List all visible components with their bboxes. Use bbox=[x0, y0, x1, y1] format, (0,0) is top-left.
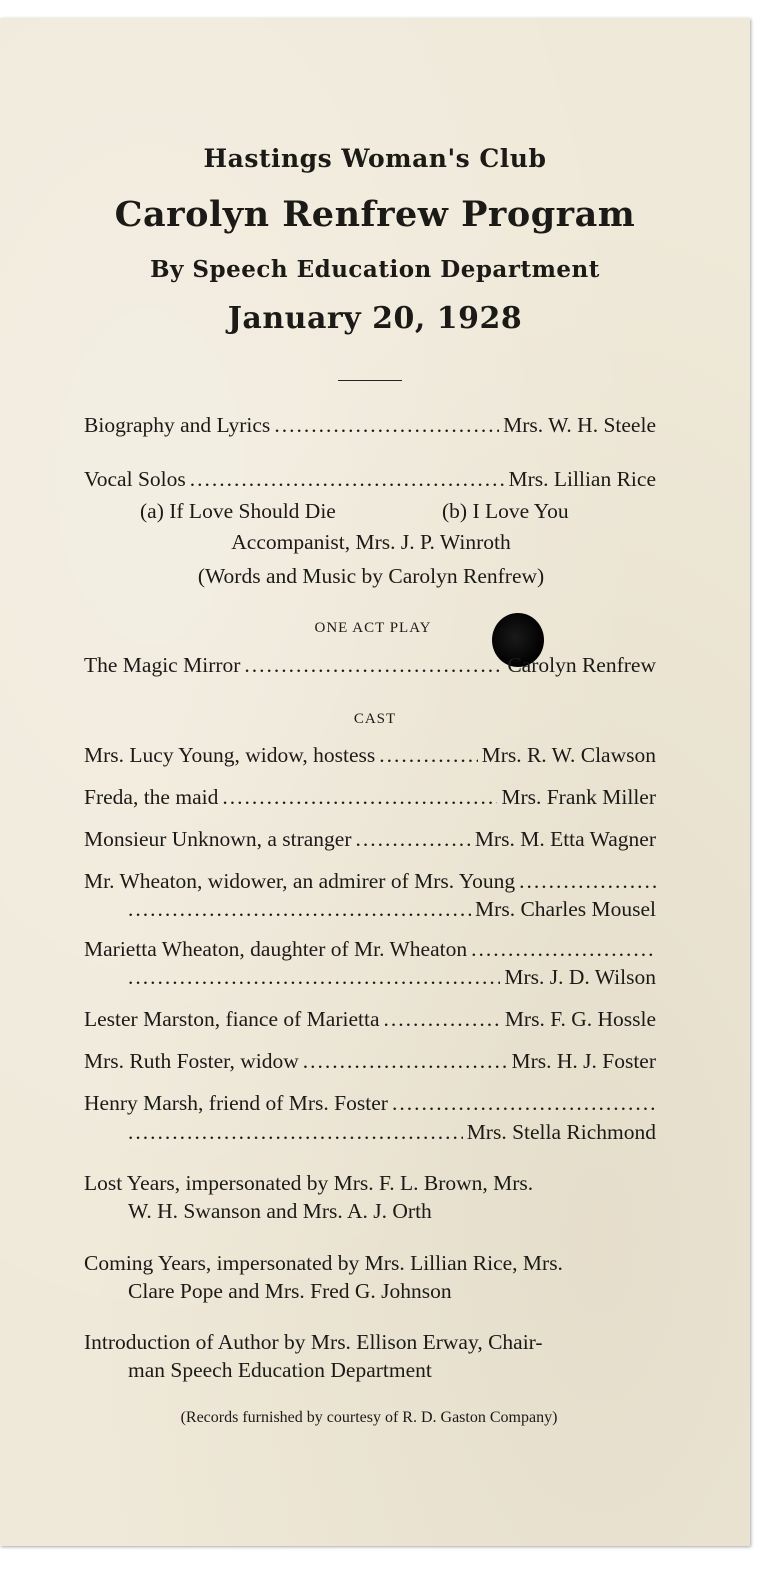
program-item-vocal bbox=[84, 466, 656, 492]
leader-dots bbox=[471, 936, 656, 962]
program-card bbox=[0, 18, 750, 1546]
cast-row bbox=[84, 826, 656, 852]
cast-row-line1 bbox=[84, 1090, 656, 1116]
cast-actor: Mrs. M. Etta Wagner bbox=[474, 827, 656, 851]
cast-actor: Mrs. Frank Miller bbox=[501, 785, 656, 809]
cast-row-line1 bbox=[84, 868, 656, 894]
song-b: (b) I Love You bbox=[442, 499, 569, 523]
cast-row bbox=[84, 742, 656, 768]
cast-actor: Mrs. Charles Mousel bbox=[475, 897, 656, 921]
cast-role: Marietta Wheaton, daughter of Mr. Wheaton bbox=[84, 937, 468, 961]
cast-role: Henry Marsh, friend of Mrs. Foster bbox=[84, 1091, 388, 1115]
title-divider bbox=[338, 380, 402, 381]
one-act-play-heading: ONE ACT PLAY bbox=[314, 620, 432, 636]
program-date: January 20, 1928 bbox=[227, 301, 523, 336]
leader-dots bbox=[222, 784, 497, 810]
club-name: Hastings Woman's Club bbox=[203, 144, 547, 173]
leader-dots bbox=[128, 896, 471, 922]
cast-role: Freda, the maid bbox=[84, 785, 219, 809]
cast-row bbox=[84, 784, 656, 810]
item-label: The Magic Mirror bbox=[84, 653, 241, 677]
cast-actor: Mrs. H. J. Foster bbox=[511, 1049, 656, 1073]
leader-dots bbox=[379, 742, 477, 768]
song-a: (a) If Love Should Die bbox=[140, 499, 336, 523]
cast-row-line1 bbox=[84, 936, 656, 962]
coming-years-line1: Coming Years, impersonated by Mrs. Lillian Rice, Mrs. bbox=[84, 1251, 563, 1275]
lost-years-line2: W. H. Swanson and Mrs. A. J. Orth bbox=[128, 1199, 432, 1223]
leader-dots bbox=[384, 1006, 501, 1032]
leader-dots bbox=[244, 652, 503, 678]
leader-dots bbox=[303, 1048, 508, 1074]
cast-role: Lester Marston, fiance of Marietta bbox=[84, 1007, 380, 1031]
lost-years-line1: Lost Years, impersonated by Mrs. F. L. Brown, Mrs. bbox=[84, 1171, 534, 1195]
item-label: Vocal Solos bbox=[84, 467, 186, 491]
leader-dots bbox=[392, 1090, 656, 1116]
cast-role: Monsieur Unknown, a stranger bbox=[84, 827, 352, 851]
vocal-note: (Words and Music by Carolyn Renfrew) bbox=[197, 564, 545, 588]
leader-dots bbox=[274, 412, 499, 438]
cast-row bbox=[84, 1006, 656, 1032]
program-item-play bbox=[84, 652, 656, 678]
cast-actor: Mrs. R. W. Clawson bbox=[481, 743, 656, 767]
item-label: Biography and Lyrics bbox=[84, 413, 271, 437]
introduction-line1: Introduction of Author by Mrs. Ellison Erway, Chair- bbox=[84, 1330, 543, 1354]
item-author: Carolyn Renfrew bbox=[507, 653, 656, 677]
leader-dots bbox=[128, 964, 500, 990]
cast-row-line2 bbox=[128, 1119, 656, 1145]
cast-actor: Mrs. Stella Richmond bbox=[466, 1120, 656, 1144]
cast-role: Mr. Wheaton, widower, an admirer of Mrs. Young bbox=[84, 869, 516, 893]
leader-dots bbox=[128, 1119, 463, 1145]
introduction-line2: man Speech Education Department bbox=[128, 1358, 432, 1382]
cast-row bbox=[84, 1048, 656, 1074]
cast-row-line2 bbox=[128, 896, 656, 922]
leader-dots bbox=[356, 826, 471, 852]
item-performer: Mrs. W. H. Steele bbox=[503, 413, 656, 437]
cast-row-line2 bbox=[128, 964, 656, 990]
cast-actor: Mrs. J. D. Wilson bbox=[504, 965, 656, 989]
coming-years-line2: Clare Pope and Mrs. Fred G. Johnson bbox=[128, 1279, 452, 1303]
cast-heading: CAST bbox=[353, 711, 397, 727]
cast-role: Mrs. Ruth Foster, widow bbox=[84, 1049, 299, 1073]
leader-dots bbox=[519, 868, 656, 894]
footer-note: (Records furnished by courtesy of R. D. Gaston Company) bbox=[180, 1409, 558, 1426]
cast-actor: Mrs. F. G. Hossle bbox=[504, 1007, 656, 1031]
accompanist: Accompanist, Mrs. J. P. Winroth bbox=[231, 530, 511, 554]
program-item-biography bbox=[84, 412, 656, 438]
program-title: Carolyn Renfrew Program bbox=[114, 194, 636, 235]
leader-dots bbox=[190, 466, 505, 492]
department-line: By Speech Education Department bbox=[150, 256, 600, 283]
item-performer: Mrs. Lillian Rice bbox=[508, 467, 656, 491]
cast-role: Mrs. Lucy Young, widow, hostess bbox=[84, 743, 376, 767]
